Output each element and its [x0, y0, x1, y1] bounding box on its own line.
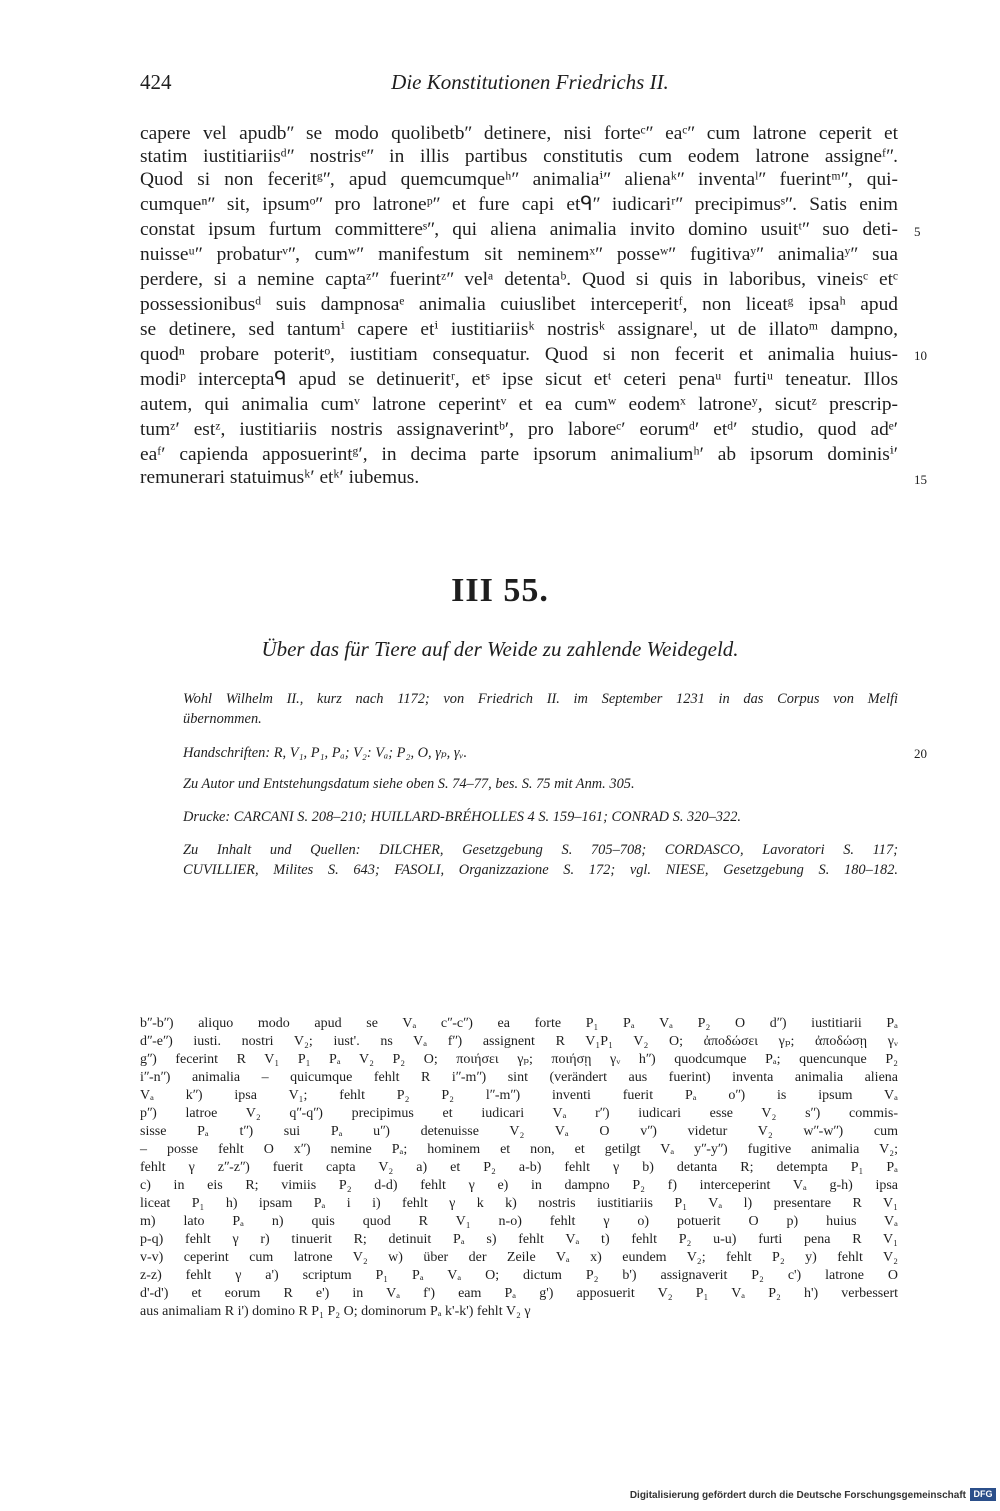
dating-line: Wohl Wilhelm II., kurz nach 1172; von Friedrich II. im September 1231 in das Corpus von Melfi — [183, 691, 898, 707]
apparatus-line: Vₐ kʺ) ipsa V₁; fehlt P₂ P₂ lʺ-mʺ) inventi fuerit Pₐ oʺ) is ipsum Vₐ — [140, 1088, 898, 1103]
apparatus-line: bʺ-bʺ) aliquo modo apud se Vₐ cʺ-cʺ) ea forte P₁ Pₐ Vₐ P₂ O dʺ) iustitiarii Pₐ — [140, 1016, 898, 1031]
running-title: Die Konstitutionen Friedrichs II. — [391, 70, 669, 94]
body-line: nuisseᵘʺ probaturᵛʺ, cumʷʺ manifestum sit neminemˣʺ posseʷʺ fugitivaʸʺ animaliaʸʺ sua — [140, 244, 898, 265]
apparatus-line: aus animaliam R i') domino R P₁ P₂ O; dominorum Pₐ k'-k') fehlt V₂ γ — [140, 1304, 531, 1319]
apparatus-line: dʺ-eʺ) iusti. nostri V₂; iust'. ns Vₐ fʺ) assignent R V₁P₁ V₂ O; ἀποδώσει γₚ; ἀποδώσῃ γᵥ — [140, 1034, 898, 1049]
apparatus-line: iʺ-nʺ) animalia – quicumque fehlt R iʺ-mʺ) sint (verändert aus fuerint) inventa animalia aliena — [140, 1070, 898, 1085]
page-number: 424 — [140, 70, 172, 94]
line-number: 5 — [914, 224, 921, 239]
body-line: statim iustitiariisᵈʺ nostrisᵉʺ in illis partibus constitutis cum eodem latrone assigneᶠʺ. — [140, 146, 898, 167]
section-title: Über das für Tiere auf der Weide zu zahlende Weidegeld. — [261, 637, 739, 661]
body-line: capere vel apudbʺ se modo quolibetbʺ detinere, nisi forteᶜʺ eaᶜʺ cum latrone ceperit et — [140, 123, 898, 144]
author-note-line: Zu Autor und Entstehungsdatum siehe oben S. 74–77, bes. S. 75 mit Anm. 305. — [183, 776, 635, 792]
body-line: tumᶻʹ estᶻ, iustitiariis nostris assignaverintᵇʹ, pro laboreᶜʹ eorumᵈʹ etᵈʹ studio, quod adᵉʹ — [140, 419, 898, 440]
sources-line: CUVILLIER, Milites S. 643; FASOLI, Organizzazione S. 172; vgl. NIESE, Gesetzgebung S. 180–182. — [183, 862, 898, 878]
body-line: autem, qui animalia cumᵛ latrone ceperintᵛ et ea cumʷ eodemˣ latroneʸ, sicutᶻ prescrip- — [140, 394, 898, 415]
apparatus-line: d'-d') et eorum R e') in Vₐ f') eam Pₐ g') apposuerit V₂ P₁ Vₐ P₂ h') verbessert — [140, 1286, 898, 1301]
prints-line: Drucke: CARCANI S. 208–210; HUILLARD-BRÉHOLLES 4 S. 159–161; CONRAD S. 320–322. — [183, 809, 741, 825]
line-number: 15 — [914, 472, 927, 487]
apparatus-line: sisse Pₐ tʺ) sui Pₐ uʺ) detenuisse V₂ Vₐ O vʺ) videtur V₂ wʺ-wʺ) cum — [140, 1124, 898, 1139]
body-line: se detinere, sed tantumⁱ capere etⁱ iustitiariisᵏ nostrisᵏ assignareˡ, ut de illatoᵐ dampno, — [140, 319, 898, 340]
manuscripts-line: Handschriften: R, V₁, P₁, Pₐ; V₂: Vₐ; P₂, O, γₚ, γᵥ. — [183, 745, 468, 761]
apparatus-line: p-q) fehlt γ r) tinuerit R; detinuit Pₐ s) fehlt Vₐ t) fehlt P₂ u-u) furti pena R V₁ — [140, 1232, 898, 1247]
apparatus-line: fehlt γ zʺ-zʺ) fuerit capta V₂ a) et P₂ a-b) fehlt γ b) detanta R; detempta P₁ Pₐ — [140, 1160, 898, 1175]
line-number: 10 — [914, 348, 927, 363]
line-number: 20 — [914, 746, 927, 761]
body-line: cumqueⁿʺ sit, ipsumᵒʺ pro latroneᵖʺ et fure capi etᑫʺ iudicariʳʺ precipimusˢʺ. Satis enim — [140, 194, 898, 215]
apparatus-line: z-z) fehlt γ a') scriptum P₁ Pₐ Vₐ O; dictum P₂ b') assignaverit P₂ c') latrone O — [140, 1268, 898, 1283]
body-line: quodⁿ probare poteritᵒ, iustitiam consequatur. Quod si non fecerit et animalia huius- — [140, 344, 898, 365]
apparatus-line: – posse fehlt O xʺ) nemine Pₐ; hominem et non, et getilgt Vₐ yʺ-yʺ) fugitive animalia V₂; — [140, 1142, 898, 1157]
apparatus-line: liceat P₁ h) ipsam Pₐ i i) fehlt γ k k) nostris iustitiariis P₁ Vₐ l) presentare R V₁ — [140, 1196, 898, 1211]
body-line: eaᶠʹ capienda apposuerintᵍʹ, in decima parte ipsorum animaliumʰʹ ab ipsorum dominisⁱʹ — [140, 444, 898, 465]
apparatus-line: pʺ) latroe V₂ qʺ-qʺ) precipimus et iudicari Vₐ rʺ) iudicari esse V₂ sʺ) commis- — [140, 1106, 898, 1121]
dfg-logo: DFG — [970, 1488, 996, 1501]
body-line: possessionibusᵈ suis dampnosaᵉ animalia cuiuslibet interceperitᶠ, non liceatᵍ ipsaʰ apud — [140, 294, 898, 315]
apparatus-line: m) lato Pₐ n) quis quod R V₁ n-o) fehlt γ o) potuerit O p) huius Vₐ — [140, 1214, 898, 1229]
body-line: remunerari statuimusᵏʹ etᵏʹ iubemus. — [140, 467, 420, 488]
digitization-credit: Digitalisierung gefördert durch die Deutsche Forschungsgemeinschaft — [629, 1490, 966, 1501]
apparatus-line: c) in eis R; vimiis P₂ d-d) fehlt γ e) in dampno P₂ f) interceperint Vₐ g-h) ipsa — [140, 1178, 898, 1193]
apparatus-line: v-v) ceperint cum latrone V₂ w) über der Zeile Vₐ x) eundem V₂; fehlt P₂ y) fehlt V₂ — [140, 1250, 898, 1265]
body-line: perdere, si a nemine captaᶻʺ fuerintᶻʺ velᵃ detentaᵇ. Quod si quis in laboribus, vineisᶜ etᶜ — [140, 269, 898, 290]
body-line: constat ipsum furtum committereˢʺ, qui aliena animalia invito domino usuitᵗʺ suo deti- — [140, 219, 898, 240]
sources-line: Zu Inhalt und Quellen: DILCHER, Gesetzgebung S. 705–708; CORDASCO, Lavoratori S. 117; — [183, 842, 898, 858]
apparatus-line: gʺ) fecerint R V₁ P₁ Pₐ V₂ P₂ O; ποιήσει γₚ; ποιήσῃ γᵥ hʺ) quodcumque Pₐ; quencunque P₂ — [140, 1052, 898, 1067]
body-line: modiᵖ interceptaᑫ apud se detinueritʳ, etˢ ipse sicut etᵗ ceteri penaᵘ furtiᵘ teneatur. Illos — [140, 369, 898, 390]
body-line: Quod si non feceritᵍʺ, apud quemcumqueʰʺ animaliaⁱʺ alienaᵏʺ inventaˡʺ fuerintᵐʺ, qui- — [140, 169, 898, 190]
dating-line: übernommen. — [183, 711, 262, 727]
section-number: III 55. — [451, 572, 549, 609]
